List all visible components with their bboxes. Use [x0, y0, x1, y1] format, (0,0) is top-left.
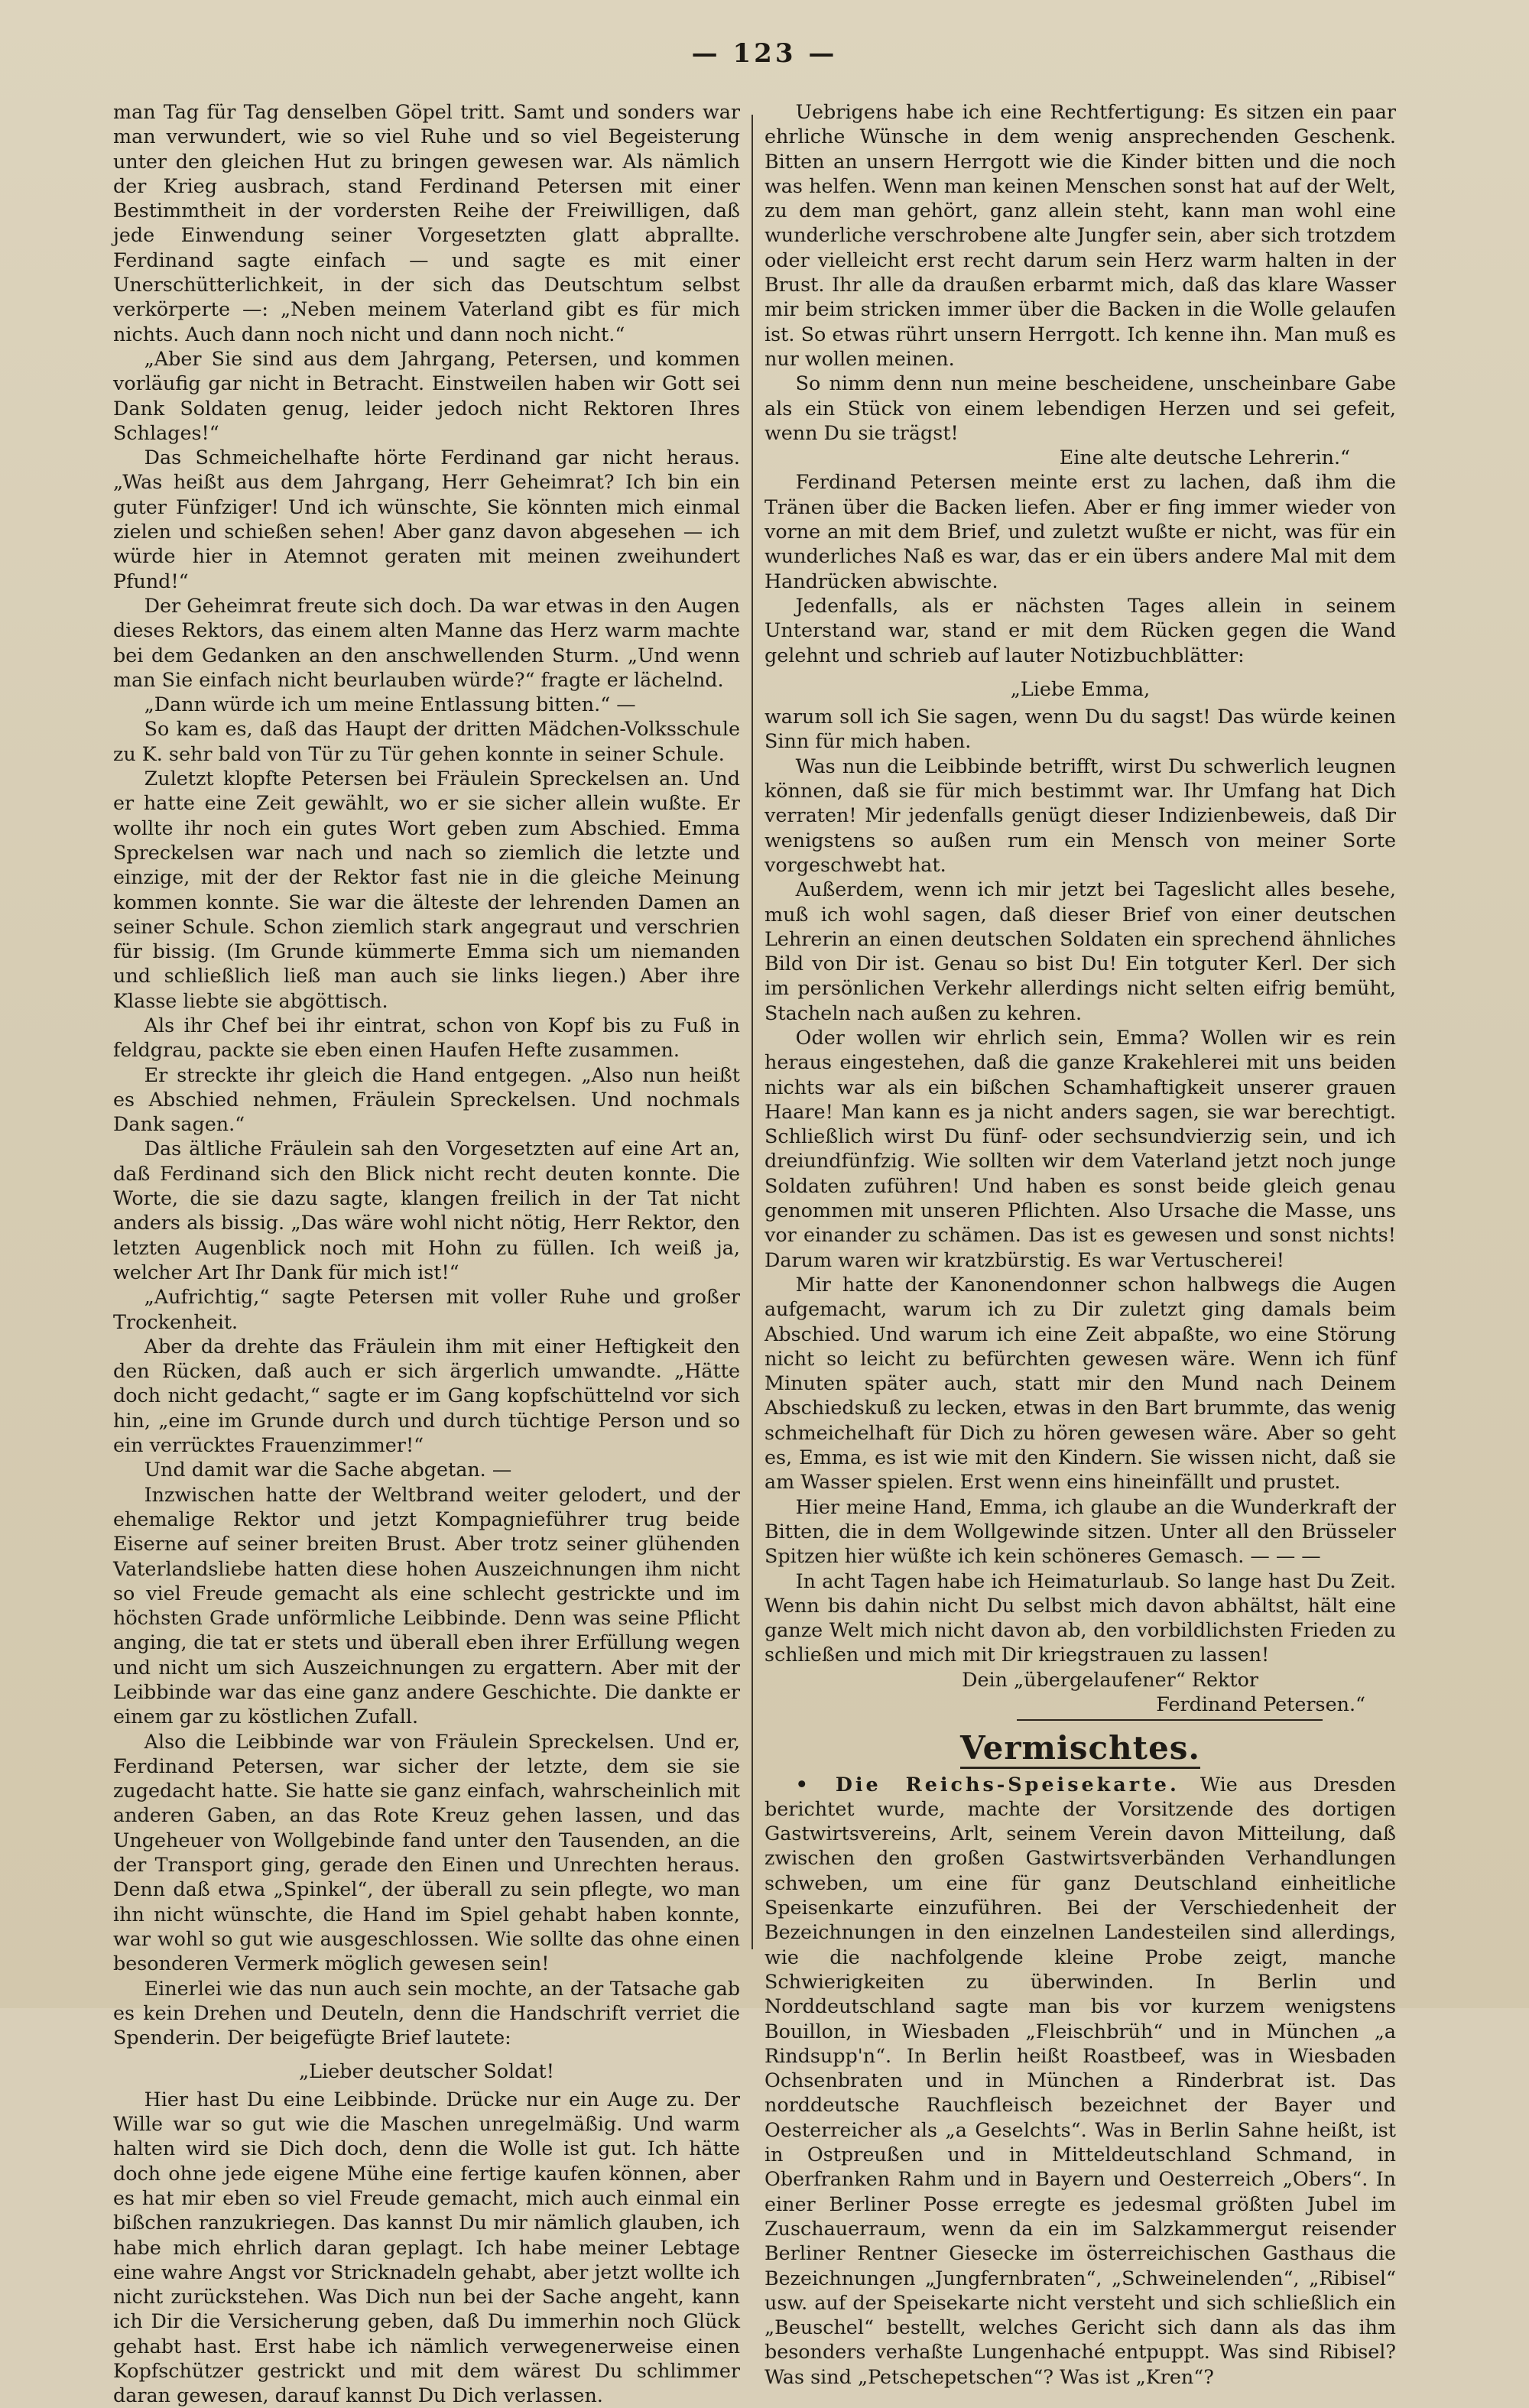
paragraph: man Tag für Tag denselben Göpel tritt. Samt und sonders war man verwundert, wie so viel Ruhe und so viel Begeisterung unter den gleichen Hut zu bringen gewesen war. Als nämlich der Krieg ausbrach, stand Ferdinand Petersen mit einer Bestimmtheit in der vordersten Reihe der Freiwilligen, daß jede Einwendung seiner Vorgesetzten glatt abprallte. Ferdinand sagte einfach — und sagte es mit einer Unerschütterlichkeit, in der sich das Deutschtum selbst verkörperte —: „Neben meinem Vaterland gibt es für mich nichts. Auch dann noch nicht und dann noch nicht.“ [113, 100, 740, 346]
section-rule [1017, 1719, 1323, 1721]
section-title-text: Vermischtes. [960, 1729, 1200, 1769]
paragraph: „Dann würde ich um meine Entlassung bitten.“ — [144, 693, 636, 716]
misc-text: Wie aus Dresden berichtet wurde, machte der Vorsitzende des dortigen Gastwirtsvereins, Arlt, seinem Verein davon Mitteilung, daß zwischen den großen Gastwirtsverbänden Verhandlungen schweben, um eine für ganz Deutschland einheitliche Speisenkarte einzuführen. Bei der Verschiedenheit der Bezeichnungen in den einzelnen Landesteilen sind allerdings, wie die nachfolgende kleine Probe zeigt, manche Schwierigkeiten zu überwinden. In Berlin und Norddeutschland sagte man bis vor kurzem wenigstens Bouillon, in Wiesbaden „Fleischbrüh“ und in München „a Rindsupp'n“. In Berlin heißt Roastbeef, was in Wiesbaden Ochsenbraten und in München a Rinderbrat ist. Das norddeutsche Rauchfleisch bezeichnet der Bayer und Oesterreicher als „a Geselchts“. Was in Berlin Sahne heißt, ist in Ostpreußen und in Mitteldeutschland Schmand, in Oberfranken Rahm und in Bayern und Oesterreich „Obers“. In einer Berliner Posse erregte es jedesmal größten Jubel im Zuschauerraum, wenn da ein im Salzkammergut reisender Berliner Rentner Giesecke im österreichischen Gasthaus die Bezeichnungen „Jungfernbraten“, „Schweinelenden“, „Ribisel“ usw. auf der Speisekarte nicht versteht und sich schließlich ein „Beuschel“ bestellt, welches Gericht sich dann als das ihm besonders verhaßte Lungenhaché entpuppt. Was sind Ribisel? Was sind „Petschepetschen“? Was ist „Kren“? [764, 1772, 1396, 2388]
paragraph: So kam es, daß das Haupt der dritten Mädchen-Volksschule zu K. sehr bald von Tür zu Tür gehen konnte in seiner Schule. [113, 717, 740, 765]
paragraph: Inzwischen hatte der Weltbrand weiter gelodert, und der ehemalige Rektor und jetzt Kompagnieführer trug beide Eiserne auf seiner breiten Brust. Aber trotz seiner glühenden Vaterlandsliebe hatten diese hohen Auszeichnungen ihm nicht so viel Freude gemacht als eine schlecht gestrickte und im höchsten Grade unförmliche Leibbinde. Denn was seine Pflicht anging, die tat er stets und überall eben ihrer Erfüllung wegen und nicht um sich Auszeichnungen zu ergattern. Aber mit der Leibbinde war das eine ganz andere Geschichte. Die dankte er einem gar zu köstlichen Zufall. [113, 1482, 740, 1728]
reply-paragraph: warum soll ich Sie sagen, wenn Du du sagst! Das würde keinen Sinn für mich haben. [764, 705, 1396, 753]
paragraph: Zuletzt klopfte Petersen bei Fräulein Spreckelsen an. Und er hatte eine Zeit gewählt, wo er sie sicher allein wußte. Er wollte ihr noch ein gutes Wort geben zum Abschied. Emma Spreckelsen war nach und nach so ziemlich die letzte und einzige, mit der der Rektor fast nie in die gleiche Meinung kommen konnte. Sie war die älteste der lehrenden Damen an seiner Schule. Schon ziemlich stark angegraut und verschrien für bissig. (Im Grunde kümmerte Emma sich um niemanden und schließlich ließ man auch sie links liegen.) Aber ihre Klasse liebte sie abgöttisch. [113, 767, 740, 1012]
paragraph: „Aufrichtig,“ sagte Petersen mit voller Ruhe und großer Trockenheit. [113, 1285, 740, 1333]
reply-closing: Dein „übergelaufener“ Rektor [962, 1667, 1258, 1691]
paragraph: Das Schmeichelhafte hörte Ferdinand gar nicht heraus. „Was heißt aus dem Jahrgang, Herr Geheimrat? Ich bin ein guter Fünfziger! Und ich wünschte, Sie könnten mich einmal zielen und schießen sehen! Aber ganz davon abgesehen — ich würde hier in Atemnot geraten mit meinen zweihundert Pfund!“ [113, 446, 740, 592]
paragraph: Er streckte ihr gleich die Hand entgegen. „Also nun heißt es Abschied nehmen, Fräulein Spreckelsen. Und nochmals Dank sagen.“ [113, 1063, 740, 1136]
letter-paragraph: Hier hast Du eine Leibbinde. Drücke nur ein Auge zu. Der Wille war so gut wie die Maschen unregelmäßig. Und warm halten wird sie Dich doch, denn die Wolle ist gut. Ich hätte doch ohne jede eigene Mühe eine fertige kaufen können, aber es hat mir eben so viel Freude gemacht, mich auch einmal ein bißchen ranzukriegen. Das kannst Du mir nämlich glauben, ich habe mich ehrlich daran geplagt. Ich habe meiner Lebtage eine wahre Angst vor Stricknadeln gehabt, aber jetzt wollte ich nicht zurückstehen. Was Dich nun bei der Sache angeht, kann ich Dir die Versicherung geben, daß Du immerhin noch Glück gehabt hast. Erst habe ich nämlich verwegenerweise einen Kopfschützer gestrickt und mit dem wärest Du schlimmer daran gewesen, darauf kannst Du Dich verlassen. [113, 2087, 740, 2407]
reply-paragraph: Hier meine Hand, Emma, ich glaube an die Wunderkraft der Bitten, die in dem Wollgewinde sitzen. Unter all den Brüsseler Spitzen hier wüßte ich kein schöneres Gemasch. — — — [764, 1494, 1396, 1568]
paragraph: Ferdinand Petersen meinte erst zu lachen, daß ihm die Tränen über die Backen liefen. Aber er fing immer wieder von vorne an mit dem Brief, und zuletzt wußte er nicht, was für ein wunderliches Naß es war, das er ein übers andere Mal mit dem Handrücken abwischte. [764, 470, 1396, 592]
letter-signature: Eine alte deutsche Lehrerin.“ [1059, 446, 1350, 469]
reply-salutation: „Liebe Emma, [1010, 677, 1151, 700]
column-divider [752, 115, 753, 1949]
paragraph: Der Geheimrat freute sich doch. Da war etwas in den Augen dieses Rektors, das einem alten Manne das Herz warm machte bei dem Gedanken an den anschwellenden Sturm. „Und wenn man Sie einfach nicht beurlauben würde?“ fragte er lächelnd. [113, 593, 740, 691]
letter-paragraph: So nimm denn nun meine bescheidene, unscheinbare Gabe als ein Stück von einem lebendigen Herzen und sei gefeit, wenn Du sie trägst! [764, 372, 1396, 444]
left-column [113, 99, 740, 2407]
section-title [764, 1729, 1396, 1767]
reply-paragraph: Außerdem, wenn ich mir jetzt bei Tageslicht alles besehe, muß ich wohl sagen, daß dieser Brief von einer deutschen Lehrerin an einen deutschen Soldaten ein sprechend ähnliches Bild von Dir ist. Genau so bist Du! Ein totguter Kerl. Der sich im persönlichen Verkehr allerdings nicht selten eifrig bemüht, Stacheln nach außen zu kehren. [764, 878, 1396, 1024]
paragraph: Und damit war die Sache abgetan. — [144, 1458, 512, 1481]
right-column [764, 99, 1396, 2388]
paragraph: Das ältliche Fräulein sah den Vorgesetzten auf eine Art an, daß Ferdinand sich den Blick nicht recht deuten konnte. Die Worte, die sie dazu sagte, klangen freilich in der Tat nicht anders als bissig. „Das wäre wohl nicht nötig, Herr Rektor, den letzten Augenblick noch mit Hohn zu füllen. Ich weiß ja, welcher Art Ihr Dank für mich ist!“ [113, 1137, 740, 1284]
reply-paragraph: Mir hatte der Kanonendonner schon halbwegs die Augen aufgemacht, warum ich zu Dir zuletzt ging damals beim Abschied. Und warum ich eine Zeit abpaßte, wo eine Störung nicht so leicht zu befürchten gewesen wäre. Wenn ich fünf Minuten später auch, statt mir den Mund nach Deinem Abschiedskuß zu lecken, etwas in den Bart brummte, das wenig schmeichelhaft für Dich zu hören gewesen wäre. Aber so geht es, Emma, es ist wie mit den Kindern. Sie wissen nicht, daß sie am Wasser spielen. Erst wenn eins hineinfällt und prustet. [764, 1272, 1396, 1494]
paragraph: Aber da drehte das Fräulein ihm mit einer Heftigkeit den den Rücken, daß auch er sich ärgerlich umwandte. „Hätte doch nicht gedacht,“ sagte er im Gang kopfschüttelnd vor sich hin, „eine im Grunde durch und durch tüchtige Person und so ein verrücktes Frauenzimmer!“ [113, 1334, 740, 1457]
paragraph: Als ihr Chef bei ihr eintrat, schon von Kopf bis zu Fuß in feldgrau, packte sie eben einen Haufen Hefte zusammen. [113, 1013, 740, 1062]
page-number: — 123 — [691, 38, 838, 69]
reply-paragraph: In acht Tagen habe ich Heimaturlaub. So lange hast Du Zeit. Wenn bis dahin nicht Du selbst mich davon abhältst, hält eine ganze Welt mich nicht davon ab, den vorbildlichsten Frieden zu schließen und mich mit Dir kriegstrauen zu lassen! [764, 1569, 1396, 1666]
reply-paragraph: Was nun die Leibbinde betrifft, wirst Du schwerlich leugnen können, daß sie für mich bestimmt war. Ihr Umfang hat Dich verraten! Mir jedenfalls genügt dieser Indizienbeweis, daß Dir wenigstens so außen rum ein Mensch von meiner Sorte vorgeschwebt hat. [764, 754, 1396, 876]
reply-paragraph: Oder wollen wir ehrlich sein, Emma? Wollen wir es rein heraus eingestehen, daß die ganze Krakehlerei mit uns beiden nichts war als ein bißchen Schamhaftigkeit unserer grauen Haare! Man kann es ja nicht anders sagen, sie war berechtigt. Schließlich wirst Du fünf- oder sechsundvierzig sein, und ich dreiundfünfzig. Wie sollten wir dem Vaterland jetzt noch junge Soldaten zuführen! Und haben es sonst beide gleich genau genommen mit unseren Pflichten. Also Ursache die Masse, uns vor einander zu schämen. Das ist es gewesen und sonst nichts! Darum waren wir kratzbürstig. Es war Vertuscherei! [764, 1025, 1396, 1271]
misc-lead: • Die Reichs-Speisekarte. [795, 1772, 1180, 1796]
letter-paragraph: Uebrigens habe ich eine Rechtfertigung: Es sitzen ein paar ehrliche Wünsche in dem wenig ansprechenden Geschenk. Bitten an unsern Herrgott wie die Kinder bitten und die noch was helfen. Wenn man keinen Menschen sonst hat auf der Welt, zu dem man gehört, ganz allein steht, kann man wohl eine wunderliche verschrobene alte Jungfer sein, aber sich trotzdem oder vielleicht erst recht darum sein Herz warm halten in der Brust. Ihr alle da draußen erbarmt mich, daß das klare Wasser mir beim stricken immer über die Backen in die Wolle gelaufen ist. So etwas rührt unsern Herrgott. Ich kenne ihn. Man muß es nur wollen meinen. [764, 100, 1396, 370]
paragraph: Jedenfalls, als er nächsten Tages allein in seinem Unterstand war, stand er mit dem Rücken gegen die Wand gelehnt und schrieb auf lauter Notizbuchblätter: [764, 593, 1396, 667]
letter-salutation: „Lieber deutscher Soldat! [299, 2059, 554, 2083]
paragraph: Also die Leibbinde war von Fräulein Spreckelsen. Und er, Ferdinand Petersen, war sicher der letzte, dem sie sie zugedacht hatte. Sie hatte sie ganz einfach, wahrscheinlich mit anderen Gaben, an das Rote Kreuz gehen lassen, und das Ungeheuer von Wollgebinde fand unter den Tausenden, an die der Transport ging, gerade den Einen und Unrechten heraus. Denn daß etwa „Spinkel“, der überall zu sein pflegte, wo man ihn nicht wünschte, die Hand im Spiel gehabt haben konnte, war wohl so gut wie ausgeschlossen. Wie sollte das ohne einen besonderen Vermerk möglich gewesen sein! [113, 1729, 740, 1975]
paragraph: Einerlei wie das nun auch sein mochte, an der Tatsache gab es kein Drehen und Deuteln, denn die Handschrift verriet die Spenderin. Der beigefügte Brief lautete: [113, 1976, 740, 2049]
reply-closing-name: Ferdinand Petersen.“ [1156, 1692, 1365, 1715]
paragraph: „Aber Sie sind aus dem Jahrgang, Petersen, und kommen vorläufig gar nicht in Betracht. Einstweilen haben wir Gott sei Dank Soldaten genug, leider jedoch nicht Rektoren Ihres Schlages!“ [113, 346, 740, 444]
